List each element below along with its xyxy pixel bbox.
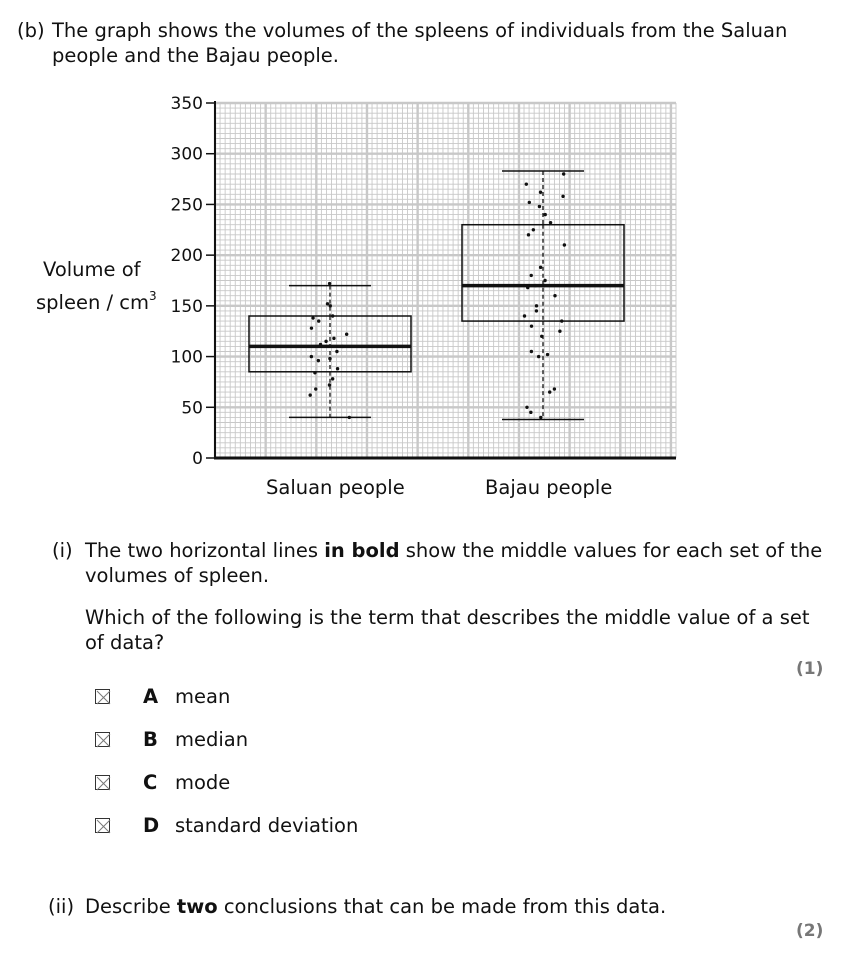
part-b-text-line1: The graph shows the volumes of the spleens of individuals from the Saluan: [52, 19, 788, 42]
part-i-marks: (1): [796, 659, 824, 679]
data-point: [328, 357, 331, 360]
part-ii-bold: two: [176, 895, 218, 918]
data-point: [319, 343, 322, 346]
option-c-text: mode: [175, 770, 231, 794]
data-point: [331, 314, 334, 317]
data-point: [532, 228, 535, 231]
data-point: [534, 284, 537, 287]
data-point: [523, 314, 526, 317]
data-point: [535, 309, 538, 312]
data-point: [329, 304, 332, 307]
option-c-checkbox[interactable]: [95, 775, 110, 790]
data-point: [538, 205, 541, 208]
y-axis-label-text: spleen / cm: [36, 291, 149, 314]
part-i-bold: in bold: [324, 539, 400, 562]
option-c-letter: C: [143, 770, 158, 794]
data-point: [332, 337, 335, 340]
data-point: [562, 172, 565, 175]
data-point: [530, 324, 533, 327]
data-point: [341, 345, 344, 348]
data-point: [345, 333, 348, 336]
box-group-saluan: [249, 282, 411, 419]
option-a-letter: A: [143, 684, 159, 708]
option-d-checkbox[interactable]: [95, 818, 110, 833]
data-point: [328, 282, 331, 285]
data-point: [525, 406, 528, 409]
part-i-text-line2: volumes of spleen.: [85, 564, 270, 587]
part-i-label: (i): [52, 539, 73, 562]
part-ii-post: conclusions that can be made from this data.: [217, 895, 667, 918]
y-axis-label-line1: Volume of: [43, 258, 141, 281]
data-point: [546, 353, 549, 356]
option-b-checkbox[interactable]: [95, 732, 110, 747]
data-point: [537, 355, 540, 358]
option-b[interactable]: [95, 727, 249, 751]
option-a-text: mean: [175, 684, 231, 708]
y-tick-label: 100: [170, 347, 203, 368]
option-c[interactable]: [95, 770, 231, 794]
y-tick-label: 50: [181, 398, 203, 419]
option-d-text: standard deviation: [175, 813, 359, 837]
data-point: [526, 286, 529, 289]
data-point: [317, 359, 320, 362]
data-point: [336, 367, 339, 370]
data-point: [548, 390, 551, 393]
data-point: [314, 387, 317, 390]
data-point: [558, 330, 561, 333]
data-point: [549, 221, 552, 224]
data-point: [326, 302, 329, 305]
data-point: [313, 371, 316, 374]
option-a-checkbox[interactable]: [95, 689, 110, 704]
part-ii-label: (ii): [48, 895, 75, 918]
data-point: [539, 416, 542, 419]
part-ii-pre: Describe: [85, 895, 177, 918]
data-point: [539, 266, 542, 269]
data-point: [553, 294, 556, 297]
part-i-question-line1: Which of the following is the term that describes the middle value of a set: [85, 606, 810, 629]
data-point: [561, 195, 564, 198]
data-point: [335, 350, 338, 353]
data-point: [543, 279, 546, 282]
data-point: [348, 416, 351, 419]
data-point: [529, 411, 532, 414]
option-b-letter: B: [143, 727, 158, 751]
data-point: [544, 213, 547, 216]
part-ii-marks: (2): [796, 921, 824, 941]
y-axis-ticks: [171, 94, 215, 469]
y-tick-label: 150: [170, 296, 203, 317]
x-label-bajau: Bajau people: [485, 476, 613, 499]
data-point: [527, 233, 530, 236]
data-point: [317, 319, 320, 322]
y-tick-label: 350: [170, 94, 203, 114]
part-i-pre: The two horizontal lines: [85, 539, 325, 562]
data-point: [324, 340, 327, 343]
data-point: [309, 393, 312, 396]
data-point: [535, 304, 538, 307]
y-tick-label: 300: [170, 144, 203, 165]
part-ii-text: [85, 894, 666, 919]
data-point: [328, 383, 331, 386]
data-point: [530, 274, 533, 277]
part-b-text-line2: people and the Bajau people.: [52, 44, 339, 67]
y-tick-label: 250: [170, 195, 203, 216]
data-point: [553, 387, 556, 390]
data-point: [311, 316, 314, 319]
y-tick-label: 0: [192, 449, 203, 469]
y-axis-label-superscript: 3: [149, 289, 157, 303]
data-point: [525, 182, 528, 185]
data-point: [540, 335, 543, 338]
part-b-label: (b): [17, 19, 45, 42]
data-point: [310, 355, 313, 358]
data-point: [560, 319, 563, 322]
part-i-post: show the middle values for each set of the: [399, 539, 823, 562]
data-point: [563, 243, 566, 246]
option-a[interactable]: [95, 684, 231, 708]
part-i-question-line2: of data?: [85, 631, 165, 654]
data-point: [539, 191, 542, 194]
data-point: [528, 201, 531, 204]
data-point: [530, 350, 533, 353]
option-d[interactable]: [95, 813, 359, 837]
x-label-saluan: Saluan people: [266, 476, 405, 499]
option-d-letter: D: [143, 813, 160, 837]
data-point: [331, 377, 334, 380]
data-point: [310, 326, 313, 329]
chart-grid: [215, 103, 676, 458]
y-tick-label: 200: [170, 246, 203, 267]
part-i-text-line1: [85, 538, 822, 563]
option-b-text: median: [175, 727, 249, 751]
